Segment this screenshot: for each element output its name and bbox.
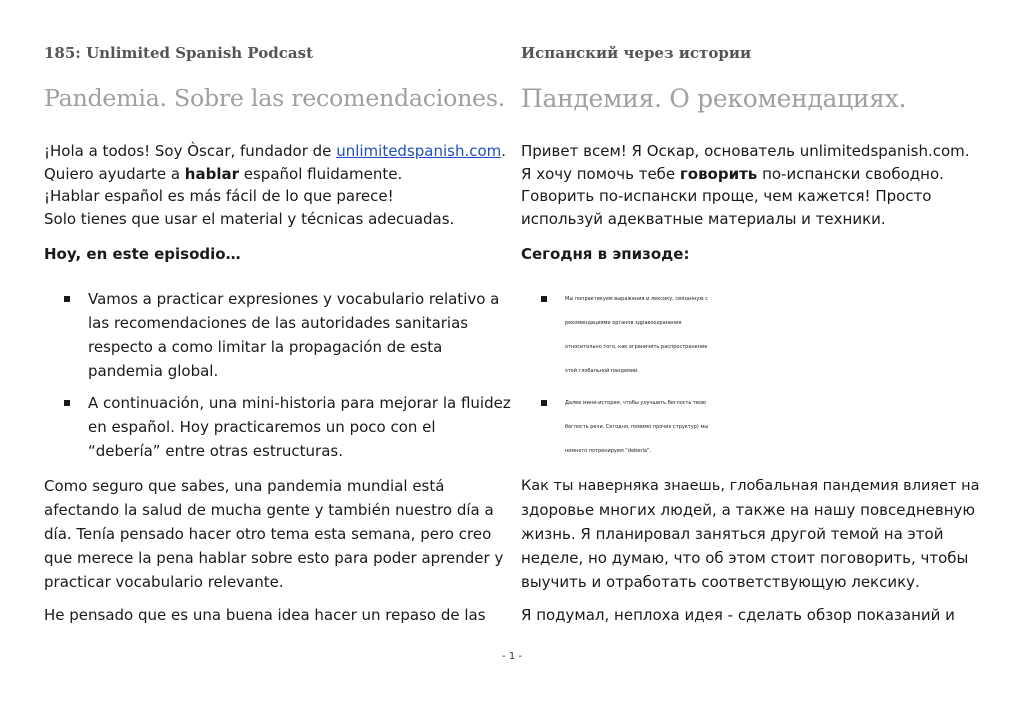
bullet-marker [64,400,70,406]
body-paragraph: Я подумал, неплоха идея - сделать обзор показаний и [521,606,955,624]
bold-word: говорить [679,164,758,183]
bullet-marker [541,296,547,302]
intro-line-4: Solo tienes que usar el material y técnicas adecuadas. [44,209,455,228]
intro-line-2: Quiero ayudarte a hablar español fluidamente. [44,164,403,183]
intro-line-3: ¡Hablar español es más fácil de lo que parece! [44,187,394,205]
episode-title: Pandemia. Sobre las recomendaciones. [44,84,505,112]
podcast-header: 185: Unlimited Spanish Podcast [44,44,314,62]
intro-line-3: Говорить по-испански проще, чем кажется! Просто [521,187,932,205]
intro-line-1: Привет всем! Я Оскар, основатель unlimitedspanish.com. [521,142,970,160]
intro-block [44,140,506,230]
intro-line-4: используй адекватные материалы и техники. [521,209,886,228]
intro-line-1: ¡Hola a todos! Soy Òscar, fundador de unlimitedspanish.com. [44,142,507,160]
bold-word: hablar [184,164,239,183]
website-link[interactable]: unlimitedspanish.com [336,142,502,160]
bullet-marker [64,296,70,302]
episode-subheading: Сегодня в эпизоде: [521,245,690,263]
episode-subheading: Hoy, en este episodio… [44,245,241,263]
body-paragraph: He pensado que es una buena idea hacer un repaso de las [44,606,486,624]
episode-title: Пандемия. О рекомендациях. [521,84,907,113]
page-number: - 1 - [502,651,522,662]
intro-line-2: Я хочу помочь тебе говорить по-испански свободно. [521,164,944,183]
body-paragraph: Como seguro que sabes, una pandemia mundial está afectando la salud de mucha gente y también nuestro día a día. Tenía pensado hacer otro tema esta semana, pero creo que merece la pena hablar sobre esto para poder aprender y practicar vocabulario relevante. [44,477,504,591]
body-paragraph: Как ты наверняка знаешь, глобальная пандемия влияет на здоровье многих людей, а также на нашу повседневную жизнь. Я планировал заняться другой темой на этой неделе, но думаю, что об этом стоит поговорить, чтобы выучить и отработать соответствующую лексику. [521,478,980,591]
bullet-marker [541,400,547,406]
podcast-header: Испанский через истории [521,44,752,62]
intro-block [521,140,970,230]
